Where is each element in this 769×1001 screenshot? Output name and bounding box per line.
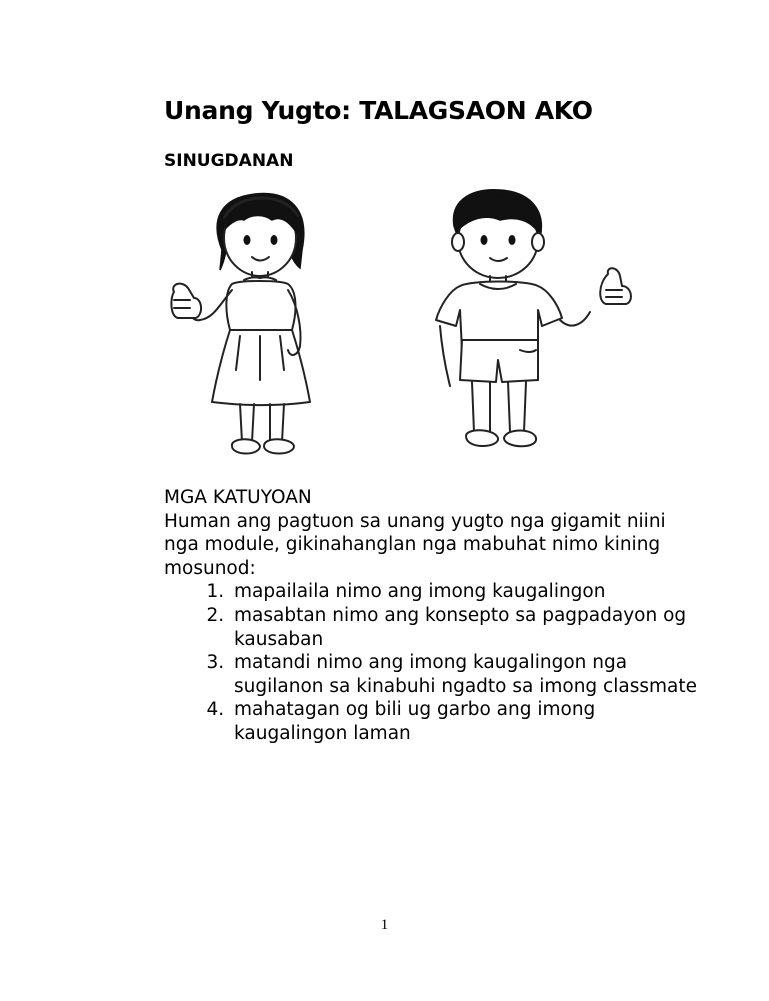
list-item: 3. matandi nimo ang imong kaugalingon nga sugilanon sa kinabuhi ngadto sa imong classmate xyxy=(230,651,700,698)
list-item: 4. mahatagan og bili ug garbo ang imong kaugalingon laman xyxy=(230,698,700,745)
list-item: 2. masabtan nimo ang konsepto sa pagpadayon og kausaban xyxy=(230,604,700,651)
objectives-intro: Human ang pagtuon sa unang yugto nga gigamit niini nga module, gikinahanglan nga mabuhat nimo kining mosunod: xyxy=(164,510,666,579)
girl-thumbs-up-figure xyxy=(171,193,310,453)
boy-thumbs-up-figure xyxy=(436,190,631,446)
page-title: Unang Yugto: TALAGSAON AKO xyxy=(164,96,593,125)
objectives-section xyxy=(164,486,724,746)
list-item: 1. mapailaila nimo ang imong kaugalingon xyxy=(230,580,700,604)
objectives-heading: MGA KATUYOAN xyxy=(164,487,312,508)
objectives-list xyxy=(164,580,700,745)
section-subtitle: SINUGDANAN xyxy=(164,151,294,171)
page-number: 1 xyxy=(380,917,389,933)
children-illustration xyxy=(160,180,680,480)
